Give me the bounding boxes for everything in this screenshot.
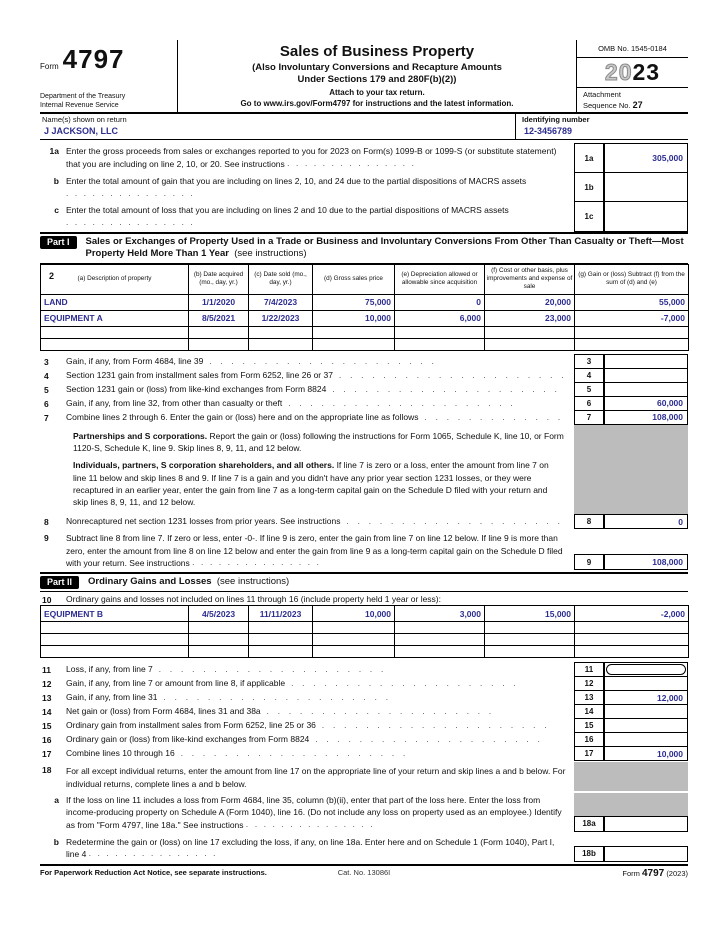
dot-leader (181, 746, 568, 761)
name-section (40, 114, 516, 139)
line-17-text: Combine lines 10 through 16 (66, 748, 175, 759)
property-description-cell[interactable]: LAND (41, 294, 189, 310)
individuals-paragraph: Individuals, partners, S corporation shareholders, and all others. If line 7 is zero or a loss, enter the amount from line 7 on line 11 below and skip lines 8 and 9. If line 7 is a gain and you didn't have any prior year section 1231 losses, or they were recaptured in an earlier year, enter the gain from line 7 as a long-term capital gain on the Schedule D filed with your return and skip lines 8, 9, 11, and 12 below. (73, 460, 549, 508)
form-title: Sales of Business Property (279, 43, 475, 60)
attachment-sequence (577, 88, 688, 112)
form-number: 4797 (62, 44, 125, 74)
col-date-acquired-header: (b) Date acquired (mo., day, yr.) (189, 264, 249, 294)
property-description-cell[interactable]: EQUIPMENT A (41, 310, 189, 326)
line-11-row (40, 662, 688, 677)
line-16-number: 16 (42, 735, 52, 746)
dot-leader (246, 819, 373, 828)
line-12-amount-field[interactable] (604, 676, 688, 691)
line-17-code: 17 (574, 746, 604, 761)
depreciation-cell[interactable] (395, 326, 485, 338)
part1-note: (see instructions) (234, 248, 307, 260)
part2-title: Ordinary Gains and Losses (see instructions) (88, 576, 290, 588)
form-header (40, 40, 688, 114)
table-row (41, 338, 689, 350)
dot-leader (291, 676, 568, 691)
line-14-code: 14 (574, 704, 604, 719)
line-6-row (40, 396, 688, 411)
date-sold-cell[interactable] (249, 646, 313, 658)
gross-price-cell[interactable] (313, 622, 395, 634)
line-14-row (40, 704, 688, 719)
line-1c-number: c (54, 205, 59, 216)
tax-year (577, 58, 688, 88)
line-17-amount-field[interactable]: 10,000 (604, 746, 688, 761)
cost-basis-cell[interactable]: 23,000 (485, 310, 575, 326)
depreciation-cell[interactable]: 3,000 (395, 606, 485, 622)
line-13-number: 13 (42, 693, 52, 704)
table-row (41, 646, 689, 658)
part2-note: (see instructions) (216, 576, 290, 588)
line-4-row (40, 368, 688, 383)
line-6-code: 6 (574, 396, 604, 411)
gross-price-cell[interactable] (313, 634, 395, 646)
part2-header (40, 572, 688, 592)
line-11-text: Loss, if any, from line 7 (66, 664, 153, 675)
line-7-number: 7 (44, 412, 49, 423)
line-13-amount-field[interactable]: 12,000 (604, 690, 688, 705)
id-section (516, 114, 688, 139)
form-subtitle (186, 62, 568, 86)
line-12-row (40, 676, 688, 691)
dot-leader (424, 410, 568, 425)
part1-badge: Part I (40, 236, 77, 249)
part1-header (40, 234, 688, 264)
line-18b-code: 18b (574, 846, 604, 862)
line-7-amount-field[interactable]: 108,000 (604, 410, 688, 425)
dot-leader (159, 662, 568, 677)
col-gross-price-header: (d) Gross sales price (313, 264, 395, 294)
line-10-number: 10 (42, 595, 52, 606)
line-15-text: Ordinary gain from installment sales from Form 6252, line 25 or 36 (66, 720, 316, 731)
line-4-code: 4 (574, 368, 604, 383)
line-1a-number: 1a (49, 146, 59, 157)
line-1b-number: b (53, 175, 59, 186)
line-7-code: 7 (574, 410, 604, 425)
line-7-text: Combine lines 2 through 6. Enter the gain or (loss) here and on the appropriate line as follows (66, 411, 419, 422)
table-row (41, 294, 689, 310)
line-1c-code: 1c (574, 202, 604, 232)
form-subtitle-line1: (Also Involuntary Conversions and Recapture Amounts (252, 62, 502, 74)
line-3-row (40, 354, 688, 369)
line-18a-code: 18a (574, 816, 604, 832)
property-description-cell[interactable] (41, 326, 189, 338)
id-field[interactable]: 12-3456789 (524, 126, 573, 137)
gross-price-cell[interactable]: 75,000 (313, 294, 395, 310)
cost-basis-cell[interactable] (485, 326, 575, 338)
depreciation-cell[interactable] (395, 634, 485, 646)
gain-loss-cell[interactable]: -2,000 (575, 606, 689, 622)
line-11-code: 11 (574, 662, 604, 677)
line-13-code: 13 (574, 690, 604, 705)
dot-leader (267, 704, 568, 719)
property-description-cell[interactable] (41, 622, 189, 634)
line-8-text: Nonrecaptured net section 1231 losses from prior years. See instructions (66, 516, 341, 527)
line-11-amount-field[interactable] (604, 662, 688, 677)
line-1a-code: 1a (574, 143, 604, 173)
line-1c-amount-field[interactable] (604, 202, 688, 232)
catalog-number: Cat. No. 13086I (337, 867, 391, 877)
line-1c-row (40, 202, 688, 232)
gross-price-cell[interactable]: 10,000 (313, 606, 395, 622)
line-14-text: Net gain or (loss) from Form 4684, lines 31 and 38a (66, 706, 261, 717)
dot-leader (288, 396, 568, 411)
property-description-cell[interactable] (41, 634, 189, 646)
footer-form-year: (2023) (666, 868, 688, 878)
table-row (41, 606, 689, 622)
line-6-text: Gain, if any, from line 32, from other than casualty or theft (66, 397, 283, 408)
date-sold-cell[interactable] (249, 634, 313, 646)
line-12-number: 12 (42, 679, 52, 690)
identity-row (40, 114, 688, 140)
cost-basis-cell[interactable] (485, 338, 575, 350)
line-6-number: 6 (44, 398, 49, 409)
line-4-amount-field[interactable] (604, 368, 688, 383)
form-subtitle-line2: Under Sections 179 and 280F(b)(2)) (297, 74, 457, 86)
dept-line-2: Internal Revenue Service (40, 102, 119, 110)
form-footer (40, 864, 688, 879)
line-18a-box-column (574, 793, 688, 832)
line-1b-text: Enter the total amount of gain that you are including on lines 2, 10, and 24 due to the partial dispositions of MACRS assets . . (66, 173, 574, 203)
line-15-amount-field[interactable] (604, 718, 688, 733)
depreciation-cell[interactable] (395, 646, 485, 658)
line-9-number: 9 (44, 533, 49, 544)
line-1b-row (40, 173, 688, 203)
line-14-amount-field[interactable] (604, 704, 688, 719)
line-17-number: 17 (42, 749, 52, 760)
line-1b-code: 1b (574, 173, 604, 203)
table-row (41, 326, 689, 338)
date-acquired-cell[interactable] (189, 326, 249, 338)
cost-basis-cell[interactable] (485, 634, 575, 646)
col-gain-loss-header: (g) Gain or (loss) Subtract (f) from the sum of (d) and (e) (575, 264, 689, 294)
line-6-amount-field[interactable]: 60,000 (604, 396, 688, 411)
name-field[interactable]: J JACKSON, LLC (44, 126, 119, 137)
line-18-number: 18 (42, 765, 52, 776)
line-3-text: Gain, if any, from Form 4684, line 39 (66, 355, 204, 366)
department-lines (40, 92, 173, 110)
date-sold-cell[interactable]: 1/22/2023 (249, 310, 313, 326)
col-depreciation-header: (e) Depreciation allowed or allowable since acquisition (395, 264, 485, 294)
line-18-text: For all except individual returns, enter the amount from line 17 on the appropriate line of your return and skip lines a and b below. For individual returns, complete lines a and b below. (66, 766, 566, 789)
line-15-code: 15 (574, 718, 604, 733)
line-9-text: Subtract line 8 from line 7. If zero or less, enter -0-. If line 9 is zero, enter the gain from line 7 on line 12 below. If line 9 is more than zero, enter the amount from line 8 on line 12 below and enter the gain from line 9 as a long-term capital gain on the Schedule D filed with your return. See instructions . . (66, 531, 574, 570)
footer-form-id (444, 868, 688, 879)
attach-instruction: Attach to your tax return. (329, 88, 425, 98)
cost-basis-cell[interactable] (485, 622, 575, 634)
footer-form-number: 4797 (641, 867, 665, 879)
line-16-row (40, 732, 688, 747)
tax-year-prefix: 20 (604, 59, 633, 85)
table-row (41, 310, 689, 326)
line-15-number: 15 (42, 721, 52, 732)
line-3-amount-field[interactable] (604, 354, 688, 369)
depreciation-cell[interactable]: 0 (395, 294, 485, 310)
line-18a-letter: a (54, 795, 59, 806)
part1-title: Sales or Exchanges of Property Used in a Trade or Business and Involuntary Conversions From Other Than Casualty or Theft—Most Property Held More Than 1 Year (see instructions) (85, 235, 684, 260)
property-description-cell[interactable] (41, 338, 189, 350)
gain-loss-cell[interactable]: -7,000 (575, 310, 689, 326)
sequence-number: 27 (632, 99, 643, 110)
line-9-row (40, 531, 688, 570)
line-18b-amount-field[interactable] (604, 846, 688, 862)
line-1a-row (40, 143, 688, 173)
dot-leader (89, 848, 216, 857)
line-18b-row (40, 835, 688, 862)
line-1c-text: Enter the total amount of loss that you are including on lines 2 and 10 due to the partial dispositions of MACRS assets . . (66, 202, 574, 232)
date-sold-cell[interactable] (249, 326, 313, 338)
dot-leader (315, 732, 568, 747)
dot-leader (66, 217, 193, 226)
date-acquired-cell[interactable]: 4/5/2023 (189, 606, 249, 622)
paperwork-notice: For Paperwork Reduction Act Notice, see separate instructions. (40, 867, 267, 877)
instruction-text-block (40, 425, 574, 515)
dept-line-1: Department of the Treasury (40, 93, 126, 101)
form-word: Form (40, 62, 59, 71)
depreciation-cell[interactable] (395, 338, 485, 350)
dot-leader (66, 188, 193, 197)
gross-price-cell[interactable] (313, 646, 395, 658)
cost-basis-cell[interactable]: 20,000 (485, 294, 575, 310)
line-16-text: Ordinary gain or (loss) from like-kind exchanges from Form 8824 (66, 734, 310, 745)
shaded-block (574, 762, 688, 791)
line-14-number: 14 (42, 707, 52, 718)
line-8-row (40, 514, 688, 529)
form-header-left (40, 40, 178, 112)
partnerships-paragraph: Partnerships and S corporations. Report the gain or (loss) following the instructions for Form 1065, Schedule K, line 10, or Form 1120-S, Schedule K, line 9. Skip lines 8, 9, 11, and 12 below. (73, 430, 564, 453)
sequence-label: Sequence No. (583, 100, 631, 110)
date-sold-cell[interactable] (249, 622, 313, 634)
part1-table-header (41, 264, 689, 294)
line-9-box-column (574, 531, 688, 570)
goto-instruction: Go to www.irs.gov/Form4797 for instructions and the latest information. (240, 99, 514, 109)
date-acquired-cell[interactable] (189, 634, 249, 646)
tax-year-suffix: 23 (632, 59, 661, 85)
dot-leader (209, 354, 568, 369)
date-sold-cell[interactable] (249, 338, 313, 350)
line-18b-text: Redetermine the gain or (loss) on line 17 excluding the loss, if any, on line 18a. Enter here and on Schedule 1 (Form 1040), Part I, line 4 . . (66, 835, 574, 862)
attachment-label: Attachment (583, 90, 621, 99)
line-12-code: 12 (574, 676, 604, 691)
col-description-header: 2 (a) Description of property (41, 264, 189, 294)
line-9-amount-field[interactable]: 108,000 (604, 554, 688, 570)
footer-form-label: Form (622, 868, 640, 878)
line-13-row (40, 690, 688, 705)
table-row (41, 622, 689, 634)
gross-price-cell[interactable] (313, 338, 395, 350)
shaded-block (574, 793, 688, 816)
line-3-code: 3 (574, 354, 604, 369)
part2-badge: Part II (40, 576, 79, 589)
gain-loss-cell[interactable] (575, 634, 689, 646)
gain-loss-cell[interactable] (575, 622, 689, 634)
gain-loss-cell[interactable] (575, 326, 689, 338)
date-acquired-cell[interactable]: 1/1/2020 (189, 294, 249, 310)
date-acquired-cell[interactable] (189, 646, 249, 658)
dot-leader (287, 158, 414, 167)
gain-loss-cell[interactable] (575, 338, 689, 350)
line-2-number: 2 (49, 270, 55, 281)
date-acquired-cell[interactable]: 8/5/2021 (189, 310, 249, 326)
table-row (41, 634, 689, 646)
line-5-text: Section 1231 gain or (loss) from like-kind exchanges from Form 8824 (66, 383, 327, 394)
omb-number: OMB No. 1545-0184 (577, 40, 688, 58)
dot-leader (164, 690, 569, 705)
line-4-number: 4 (44, 370, 49, 381)
line-17-row (40, 746, 688, 761)
cost-basis-cell[interactable] (485, 646, 575, 658)
shaded-block (574, 425, 688, 515)
part1-instruction-paragraphs (40, 425, 688, 515)
dot-leader (322, 718, 568, 733)
line-18a-row (40, 793, 688, 832)
dot-leader (332, 382, 568, 397)
line-9-code: 9 (574, 554, 604, 570)
property-description-cell[interactable]: EQUIPMENT B (41, 606, 189, 622)
line-4-text: Section 1231 gain from installment sales from Form 6252, line 26 or 37 (66, 369, 333, 380)
line-15-row (40, 718, 688, 733)
name-label: Name(s) shown on return (42, 115, 127, 125)
id-label: Identifying number (522, 115, 590, 125)
line-8-number: 8 (44, 517, 49, 528)
date-acquired-cell[interactable] (189, 338, 249, 350)
line-3-number: 3 (44, 356, 49, 367)
line-18a-text: If the loss on line 11 includes a loss from Form 4684, line 35, column (b)(ii), enter that part of the loss here. Enter the loss from income-producing property on Schedule A (Form 1040), line 16. (Do not include any loss on property used as an employee.) Identify as from "Form 4797, line 18a." See instructions . . (66, 793, 574, 832)
part2-property-table (40, 605, 689, 658)
property-description-cell[interactable] (41, 646, 189, 658)
line-7-row (40, 410, 688, 425)
line-16-amount-field[interactable] (604, 732, 688, 747)
line-5-row (40, 382, 688, 397)
line-18-shade-column (574, 762, 688, 791)
line-8-amount-field[interactable]: 0 (604, 514, 688, 529)
line-12-text: Gain, if any, from line 7 or amount from line 8, if applicable (66, 678, 286, 689)
line-1-section (40, 140, 688, 234)
line-1b-amount-field[interactable] (604, 173, 688, 203)
line-5-code: 5 (574, 382, 604, 397)
line-18a-amount-field[interactable] (604, 816, 688, 832)
line-18b-box-column (574, 835, 688, 862)
line-13-text: Gain, if any, from line 31 (66, 692, 158, 703)
dot-leader (192, 557, 319, 566)
part1-property-table (40, 264, 689, 351)
gross-price-cell[interactable]: 10,000 (313, 310, 395, 326)
line-18b-letter: b (53, 836, 59, 847)
date-sold-cell[interactable]: 7/4/2023 (249, 294, 313, 310)
col-date-sold-header: (c) Date sold (mo., day, yr.) (249, 264, 313, 294)
depreciation-cell[interactable]: 6,000 (395, 310, 485, 326)
date-sold-cell[interactable]: 11/11/2023 (249, 606, 313, 622)
form-sheet (40, 40, 688, 879)
depreciation-cell[interactable] (395, 622, 485, 634)
line-11-number: 11 (42, 665, 51, 676)
line-18-row (40, 762, 688, 791)
form-header-center (178, 40, 576, 112)
form-header-right (576, 40, 688, 112)
date-acquired-cell[interactable] (189, 622, 249, 634)
gain-loss-cell[interactable] (575, 646, 689, 658)
cost-basis-cell[interactable]: 15,000 (485, 606, 575, 622)
gain-loss-cell[interactable]: 55,000 (575, 294, 689, 310)
dot-leader (339, 368, 568, 383)
line-5-number: 5 (44, 384, 49, 395)
dot-leader (347, 514, 569, 529)
line-16-code: 16 (574, 732, 604, 747)
col-cost-basis-header: (f) Cost or other basis, plus improvements and expense of sale (485, 264, 575, 294)
line-5-amount-field[interactable] (604, 382, 688, 397)
line-8-code: 8 (574, 514, 604, 529)
line-1a-text: Enter the gross proceeds from sales or exchanges reported to you for 2023 on Form(s) 1099-B or 1099-S (or substitute statement) that you are including on line 2, 10, or 20. See instructions . . (66, 143, 574, 173)
gross-price-cell[interactable] (313, 326, 395, 338)
line-10-text: Ordinary gains and losses not included on lines 11 through 16 (include property held 1 year or less): (66, 594, 442, 605)
line-1a-amount-field[interactable]: 305,000 (604, 143, 688, 173)
line-10-row (40, 592, 688, 605)
